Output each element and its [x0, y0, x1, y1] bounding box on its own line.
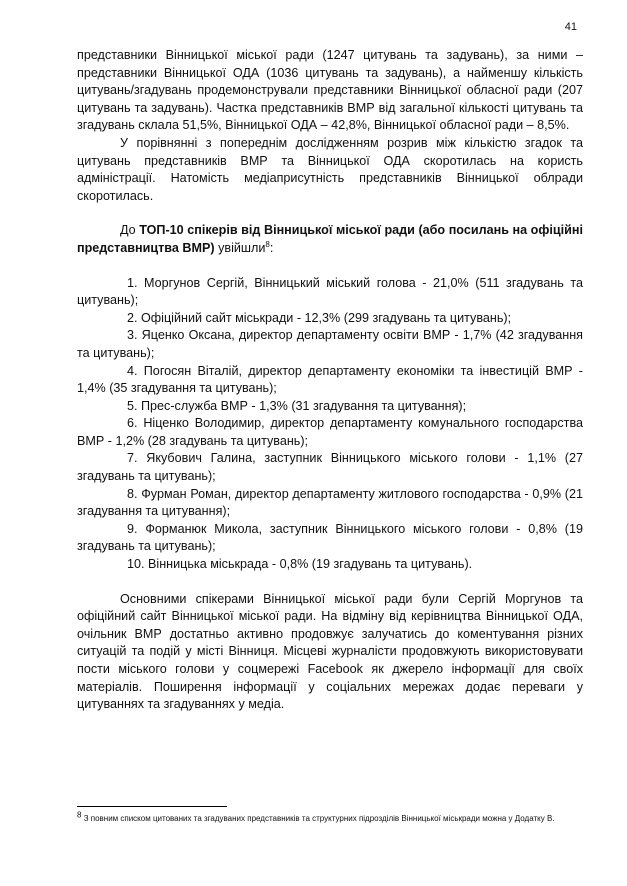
list-item: 2. Офіційний сайт міськради - 12,3% (299 згадувань та цитувань);	[127, 310, 512, 325]
paragraph-4: Основними спікерами Вінницької міської ради були Сергій Моргунов та офіційний сайт Вінницької міської ради. На відміну від керівництва Вінницької ОДА, очільник ВМР достатньо активно продовжує залучатись до коментування різних ситуацій та подій у місті Вінниця. Місцеві журналісти продовжують використовувати пости міського голови у соцмережі Facebook як джерело інформації для своїх матеріалів. Поширення інформації у соціальних мережах додає переваги у цитуваннях та згадуваннях у медіа.	[77, 591, 583, 712]
spacer	[77, 258, 583, 275]
list-item: 8. Фурман Роман, директор департаменту житлового господарства - 0,9% (21 згадування та цитування);	[77, 486, 583, 519]
footnote-divider	[77, 806, 227, 807]
paragraph-3	[77, 222, 583, 257]
footnote	[77, 810, 583, 825]
spacer	[77, 205, 583, 222]
paragraph-2: У порівнянні з попереднім дослідженням розрив між кількістю згадок та цитувань представників ВМР та Вінницької ОДА скоротилась на користь адміністрації. Натомість медіаприсутність представників Вінницької облради скоротилась.	[77, 135, 583, 203]
paragraph-3-bold: ТОП-10 спікерів від Вінницької міської ради (або посилань на офіційні представництва ВМР)	[77, 223, 583, 255]
list-item: 5. Прес-служба ВМР - 1,3% (31 згадування та цитування);	[127, 398, 467, 413]
list-item: 3. Яценко Оксана, директор департаменту освіти ВМР - 1,7% (42 згадування та цитувань);	[77, 328, 583, 360]
paragraph-3-colon: :	[269, 240, 274, 255]
list-item: 9. Форманюк Микола, заступник Вінницького міського голови - 0,8% (19 згадувань та цитувань);	[77, 521, 583, 554]
page-number: 41	[564, 21, 577, 33]
list-item: 7. Якубович Галина, заступник Вінницького міського голови - 1,1% (27 згадувань та цитувань);	[77, 451, 583, 484]
spacer	[77, 574, 583, 591]
paragraph-3-prefix: До	[120, 223, 140, 238]
speaker-list	[77, 275, 583, 574]
list-item: 6. Ніценко Володимир, директор департаменту комунального господарства ВМР - 1,2% (28 згадувань та цитувань);	[77, 416, 583, 448]
paragraph-1: представники Вінницької міської ради (1247 цитувань та задувань), за ними – представники Вінницької ОДА (1036 цитувань та задувань), а найменшу кількість цитувань/згадувань продемонстрували представники Вінницької обласної ради (207 цитувань та задувань). Частка представників ВМР від загальної кількості цитувань та згадувань склала 51,5%, Вінницької ОДА – 42,8%, Вінницької обласної ради – 8,5%.	[77, 48, 583, 133]
footnote-reference: 8	[265, 239, 270, 249]
list-item: 10. Вінницька міськрада - 0,8% (19 згадувань та цитувань).	[127, 557, 473, 572]
footnote-number: 8	[77, 810, 82, 820]
list-item: 4. Погосян Віталій, директор департаменту економіки та інвестицій ВМР - 1,4% (35 згадування та цитувань);	[77, 363, 583, 396]
footnote-text: З повним списком цитованих та згадуваних представників та структурних підрозділів Вінницької міськради можна у Додатку В.	[83, 814, 555, 823]
page-body	[77, 47, 583, 714]
paragraph-3-suffix: увійшли	[214, 240, 266, 255]
list-item: 1. Моргунов Сергій, Вінницький міський голова - 21,0% (511 згадувань та цитувань);	[77, 275, 583, 308]
